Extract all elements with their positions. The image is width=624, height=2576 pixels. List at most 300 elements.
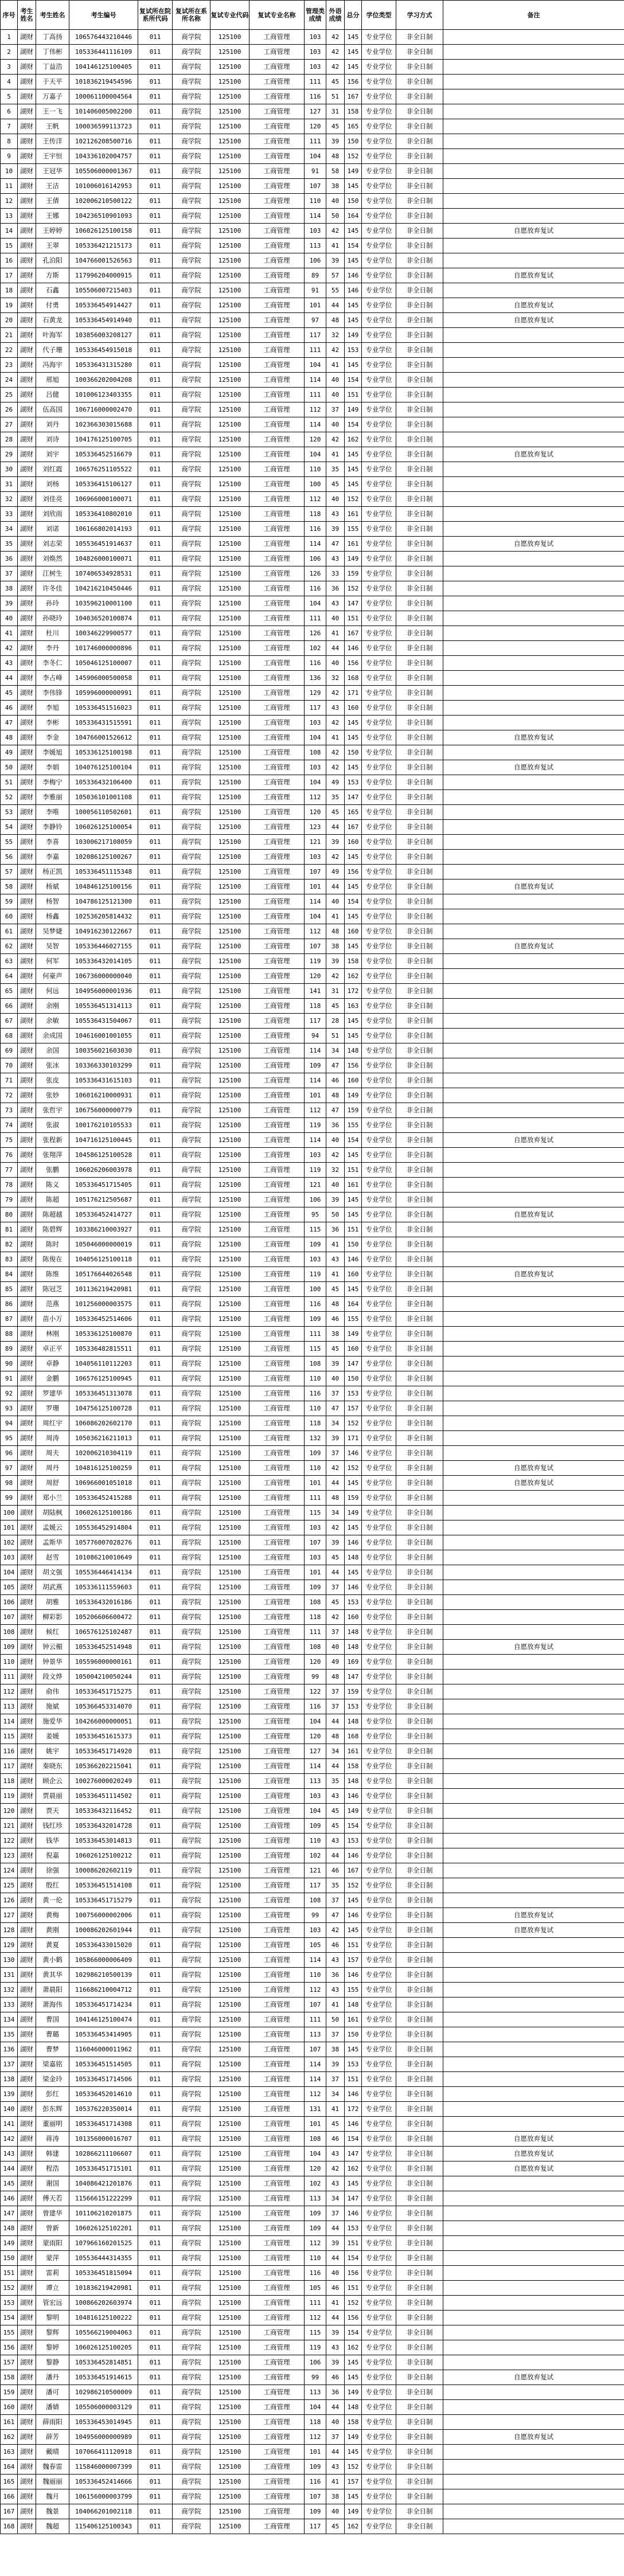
- lang-score-cell: 43: [326, 1953, 345, 1968]
- table-row: [1, 1014, 624, 1029]
- degree-cell: 专业学位: [362, 1998, 396, 2012]
- remark-cell: [443, 1968, 624, 1983]
- seq-cell: 129: [1, 1938, 18, 1953]
- name-cell: 刘诺: [36, 522, 69, 537]
- mode-cell: 非全日制: [396, 2296, 443, 2311]
- mode-cell: 非全日制: [396, 2132, 443, 2147]
- degree-cell: 专业学位: [362, 1729, 396, 1744]
- major-code-cell: 125100: [210, 730, 249, 745]
- candidate-id-cell: 104146125100405: [69, 60, 138, 75]
- dept-code-cell: 011: [138, 2504, 173, 2519]
- mode-cell: 非全日制: [396, 2057, 443, 2072]
- major-name-cell: 工商管理: [249, 2445, 305, 2460]
- major-name-cell: 工商管理: [249, 2057, 305, 2072]
- name-cell: 贾天: [36, 1804, 69, 1819]
- name-cell: 张鹏: [36, 1163, 69, 1178]
- name-cell: 傅天若: [36, 2191, 69, 2206]
- school-cell: 湖财: [18, 1029, 36, 1043]
- table-row: [1, 2117, 624, 2132]
- candidate-id-cell: 102006210500122: [69, 194, 138, 209]
- mode-cell: 非全日制: [396, 1848, 443, 1863]
- candidate-id-cell: 104336102004757: [69, 149, 138, 164]
- school-cell: 湖财: [18, 716, 36, 730]
- major-name-cell: 工商管理: [249, 462, 305, 477]
- name-cell: 谭立: [36, 2281, 69, 2296]
- lang-score-cell: 39: [326, 1431, 345, 1446]
- degree-cell: 专业学位: [362, 2400, 396, 2415]
- mode-cell: 非全日制: [396, 268, 443, 283]
- major-name-cell: 工商管理: [249, 402, 305, 417]
- major-code-cell: 125100: [210, 1297, 249, 1312]
- school-cell: 湖财: [18, 2221, 36, 2236]
- dept-code-cell: 011: [138, 686, 173, 701]
- major-code-cell: 125100: [210, 1729, 249, 1744]
- remark-cell: [443, 1103, 624, 1118]
- table-row: [1, 2281, 624, 2296]
- dept-code-cell: 011: [138, 328, 173, 343]
- mode-cell: 非全日制: [396, 1431, 443, 1446]
- school-cell: 湖财: [18, 581, 36, 596]
- major-name-cell: 工商管理: [249, 1431, 305, 1446]
- name-cell: 李喜: [36, 835, 69, 850]
- candidate-id-cell: 106576125102487: [69, 1625, 138, 1640]
- remark-cell: [443, 1670, 624, 1684]
- seq-cell: 126: [1, 1893, 18, 1908]
- dept-code-cell: 011: [138, 1207, 173, 1222]
- candidate-id-cell: 106026125100158: [69, 224, 138, 239]
- mode-cell: 非全日制: [396, 1670, 443, 1684]
- candidate-id-cell: 105336451714234: [69, 1998, 138, 2012]
- dept-code-cell: 011: [138, 1893, 173, 1908]
- degree-cell: 专业学位: [362, 1267, 396, 1282]
- mgmt-score-cell: 91: [305, 164, 326, 179]
- school-cell: 湖财: [18, 75, 36, 89]
- school-cell: 湖财: [18, 2251, 36, 2266]
- mode-cell: 非全日制: [396, 969, 443, 984]
- degree-cell: 专业学位: [362, 1699, 396, 1714]
- mgmt-score-cell: 104: [305, 1714, 326, 1729]
- candidate-id-cell: 105336421215173: [69, 239, 138, 253]
- major-name-cell: 工商管理: [249, 1386, 305, 1401]
- dept-name-cell: 商学院: [173, 224, 210, 239]
- table-row: [1, 432, 624, 447]
- mode-cell: 非全日制: [396, 984, 443, 999]
- school-cell: 湖财: [18, 60, 36, 75]
- lang-score-cell: 41: [326, 626, 345, 641]
- total-cell: 151: [345, 1163, 362, 1178]
- lang-score-cell: 41: [326, 358, 345, 373]
- remark-cell: [443, 1282, 624, 1297]
- major-code-cell: 125100: [210, 358, 249, 373]
- school-cell: 湖财: [18, 686, 36, 701]
- total-cell: 146: [345, 1789, 362, 1804]
- mgmt-score-cell: 121: [305, 1178, 326, 1193]
- lang-score-cell: 43: [326, 596, 345, 611]
- dept-name-cell: 商学院: [173, 104, 210, 119]
- dept-code-cell: 011: [138, 2117, 173, 2132]
- major-code-cell: 125100: [210, 328, 249, 343]
- candidate-id-cell: 107966160201525: [69, 2236, 138, 2251]
- mode-cell: 非全日制: [396, 2236, 443, 2251]
- major-name-cell: 工商管理: [249, 1595, 305, 1610]
- dept-name-cell: 商学院: [173, 1908, 210, 1923]
- school-cell: 湖财: [18, 1789, 36, 1804]
- remark-cell: [443, 1953, 624, 1968]
- seq-cell: 141: [1, 2117, 18, 2132]
- lang-score-cell: 38: [326, 179, 345, 194]
- candidate-id-cell: 105536452914804: [69, 1520, 138, 1535]
- major-code-cell: 125100: [210, 179, 249, 194]
- major-name-cell: 工商管理: [249, 865, 305, 879]
- school-cell: 湖财: [18, 1103, 36, 1118]
- total-cell: 145: [345, 477, 362, 492]
- name-cell: 吕健: [36, 388, 69, 402]
- name-cell: 刘宇: [36, 447, 69, 462]
- name-cell: 陈超越: [36, 1207, 69, 1222]
- mgmt-score-cell: 120: [305, 119, 326, 134]
- mgmt-score-cell: 114: [305, 417, 326, 432]
- degree-cell: 专业学位: [362, 1565, 396, 1580]
- major-code-cell: 125100: [210, 2400, 249, 2415]
- major-name-cell: 工商管理: [249, 1029, 305, 1043]
- name-cell: 黄一伦: [36, 1893, 69, 1908]
- major-name-cell: 工商管理: [249, 2311, 305, 2325]
- table-row: [1, 1714, 624, 1729]
- mode-cell: 非全日制: [396, 1386, 443, 1401]
- dept-name-cell: 商学院: [173, 507, 210, 522]
- remark-cell: [443, 1401, 624, 1416]
- major-name-cell: 工商管理: [249, 45, 305, 60]
- name-cell: 戴晴: [36, 2445, 69, 2460]
- mgmt-score-cell: 110: [305, 1401, 326, 1416]
- major-code-cell: 125100: [210, 1207, 249, 1222]
- lang-score-cell: 45: [326, 75, 345, 89]
- mgmt-score-cell: 118: [305, 2415, 326, 2430]
- remark-cell: [443, 2489, 624, 2504]
- dept-code-cell: 011: [138, 1789, 173, 1804]
- degree-cell: 专业学位: [362, 2504, 396, 2519]
- candidate-id-cell: 105336125100198: [69, 745, 138, 760]
- school-cell: 湖财: [18, 835, 36, 850]
- name-cell: 黄夏: [36, 1938, 69, 1953]
- candidate-id-cell: 102366303015688: [69, 417, 138, 432]
- candidate-id-cell: 104956000001936: [69, 984, 138, 999]
- dept-name-cell: 商学院: [173, 2206, 210, 2221]
- total-cell: 157: [345, 2475, 362, 2489]
- school-cell: 湖财: [18, 1834, 36, 1848]
- degree-cell: 专业学位: [362, 30, 396, 45]
- table-row: [1, 1446, 624, 1461]
- major-code-cell: 125100: [210, 1640, 249, 1655]
- total-cell: 149: [345, 1327, 362, 1342]
- mgmt-score-cell: 104: [305, 1804, 326, 1819]
- major-name-cell: 工商管理: [249, 820, 305, 835]
- degree-cell: 专业学位: [362, 1804, 396, 1819]
- mode-cell: 非全日制: [396, 2266, 443, 2281]
- remark-cell: [443, 701, 624, 716]
- degree-cell: 专业学位: [362, 2236, 396, 2251]
- remark-cell: [443, 2385, 624, 2400]
- mgmt-score-cell: 106: [305, 1193, 326, 1207]
- total-cell: 151: [345, 1938, 362, 1953]
- table-row: [1, 1953, 624, 1968]
- name-cell: 彭东辉: [36, 2102, 69, 2117]
- degree-cell: 专业学位: [362, 194, 396, 209]
- major-code-cell: 125100: [210, 2042, 249, 2057]
- lang-score-cell: 39: [326, 253, 345, 268]
- candidate-id-cell: 100061100004564: [69, 89, 138, 104]
- seq-cell: 66: [1, 999, 18, 1014]
- degree-cell: 专业学位: [362, 1357, 396, 1371]
- candidate-id-cell: 117996204000915: [69, 268, 138, 283]
- major-code-cell: 125100: [210, 999, 249, 1014]
- major-name-cell: 工商管理: [249, 1535, 305, 1550]
- mgmt-score-cell: 89: [305, 268, 326, 283]
- name-cell: 刘佳亮: [36, 492, 69, 507]
- mgmt-score-cell: 116: [305, 2266, 326, 2281]
- mode-cell: 非全日制: [396, 552, 443, 566]
- major-code-cell: 125100: [210, 149, 249, 164]
- remark-cell: [443, 1043, 624, 1058]
- lang-score-cell: 40: [326, 611, 345, 626]
- school-cell: 湖财: [18, 1342, 36, 1357]
- degree-cell: 专业学位: [362, 566, 396, 581]
- dept-name-cell: 商学院: [173, 89, 210, 104]
- name-cell: 胡武燕: [36, 1580, 69, 1595]
- major-code-cell: 125100: [210, 1446, 249, 1461]
- school-cell: 湖财: [18, 194, 36, 209]
- dept-name-cell: 商学院: [173, 894, 210, 909]
- name-cell: 刘杨: [36, 477, 69, 492]
- dept-name-cell: 商学院: [173, 462, 210, 477]
- degree-cell: 专业学位: [362, 60, 396, 75]
- dept-code-cell: 011: [138, 894, 173, 909]
- name-cell: 陈超: [36, 1193, 69, 1207]
- total-cell: 149: [345, 1804, 362, 1819]
- major-name-cell: 工商管理: [249, 2266, 305, 2281]
- mode-cell: 非全日制: [396, 1774, 443, 1789]
- lang-score-cell: 42: [326, 716, 345, 730]
- major-code-cell: 125100: [210, 75, 249, 89]
- dept-name-cell: 商学院: [173, 835, 210, 850]
- dept-name-cell: 商学院: [173, 1759, 210, 1774]
- major-code-cell: 125100: [210, 2311, 249, 2325]
- total-cell: 145: [345, 1014, 362, 1029]
- total-cell: 155: [345, 1983, 362, 1998]
- degree-cell: 专业学位: [362, 1178, 396, 1193]
- table-row: [1, 328, 624, 343]
- degree-cell: 专业学位: [362, 373, 396, 388]
- dept-code-cell: 011: [138, 224, 173, 239]
- seq-cell: 113: [1, 1699, 18, 1714]
- mode-cell: 非全日制: [396, 1923, 443, 1938]
- school-cell: 湖财: [18, 1655, 36, 1670]
- name-cell: 梁嘉铭: [36, 2057, 69, 2072]
- total-cell: 145: [345, 358, 362, 373]
- major-name-cell: 工商管理: [249, 2370, 305, 2385]
- name-cell: 刘诗: [36, 432, 69, 447]
- major-code-cell: 125100: [210, 1968, 249, 1983]
- dept-name-cell: 商学院: [173, 1178, 210, 1193]
- dept-name-cell: 商学院: [173, 1342, 210, 1357]
- total-cell: 153: [345, 2057, 362, 2072]
- dept-name-cell: 商学院: [173, 641, 210, 656]
- lang-score-cell: 44: [326, 2311, 345, 2325]
- table-row: [1, 239, 624, 253]
- table-row: [1, 417, 624, 432]
- mode-cell: 非全日制: [396, 149, 443, 164]
- mgmt-score-cell: 109: [305, 2221, 326, 2236]
- mode-cell: 非全日制: [396, 2504, 443, 2519]
- total-cell: 156: [345, 1058, 362, 1073]
- lang-score-cell: 41: [326, 909, 345, 924]
- seq-cell: 91: [1, 1371, 18, 1386]
- name-cell: 张皮: [36, 1073, 69, 1088]
- remark-cell: [443, 1759, 624, 1774]
- total-cell: 148: [345, 1998, 362, 2012]
- mgmt-score-cell: 103: [305, 30, 326, 45]
- major-code-cell: 125100: [210, 209, 249, 224]
- total-cell: 150: [345, 2027, 362, 2042]
- seq-cell: 83: [1, 1252, 18, 1267]
- mgmt-score-cell: 111: [305, 1491, 326, 1506]
- total-cell: 152: [345, 1461, 362, 1476]
- total-cell: 154: [345, 2325, 362, 2340]
- name-cell: 周舒: [36, 1476, 69, 1491]
- dept-name-cell: 商学院: [173, 239, 210, 253]
- major-name-cell: 工商管理: [249, 1834, 305, 1848]
- school-cell: 湖财: [18, 1178, 36, 1193]
- candidate-id-cell: 106966000100071: [69, 492, 138, 507]
- major-code-cell: 125100: [210, 2370, 249, 2385]
- dept-code-cell: 011: [138, 1163, 173, 1178]
- table-row: [1, 552, 624, 566]
- candidate-id-cell: 105536446414134: [69, 1565, 138, 1580]
- candidate-id-cell: 116686210004712: [69, 1983, 138, 1998]
- dept-code-cell: 011: [138, 2415, 173, 2430]
- table-row: [1, 2385, 624, 2400]
- dept-name-cell: 商学院: [173, 1983, 210, 1998]
- dept-name-cell: 商学院: [173, 760, 210, 775]
- lang-score-cell: 47: [326, 537, 345, 552]
- remark-cell: [443, 1938, 624, 1953]
- dept-name-cell: 商学院: [173, 2504, 210, 2519]
- remark-cell: [443, 924, 624, 939]
- lang-score-cell: 40: [326, 373, 345, 388]
- name-cell: 彭红: [36, 2087, 69, 2102]
- degree-cell: 专业学位: [362, 75, 396, 89]
- major-code-cell: 125100: [210, 134, 249, 149]
- mode-cell: 非全日制: [396, 1312, 443, 1327]
- mode-cell: 非全日制: [396, 1520, 443, 1535]
- dept-code-cell: 011: [138, 194, 173, 209]
- total-cell: 169: [345, 1655, 362, 1670]
- dept-name-cell: 商学院: [173, 1431, 210, 1446]
- major-name-cell: 工商管理: [249, 2102, 305, 2117]
- candidate-id-cell: 105336451714506: [69, 2072, 138, 2087]
- candidate-id-cell: 101006016142953: [69, 179, 138, 194]
- remark-cell: [443, 835, 624, 850]
- remark-cell: [443, 2057, 624, 2072]
- total-cell: 145: [345, 1520, 362, 1535]
- major-code-cell: 125100: [210, 507, 249, 522]
- major-name-cell: 工商管理: [249, 1908, 305, 1923]
- lang-score-cell: 40: [326, 417, 345, 432]
- dept-code-cell: 011: [138, 716, 173, 730]
- degree-cell: 专业学位: [362, 45, 396, 60]
- seq-cell: 106: [1, 1595, 18, 1610]
- major-code-cell: 125100: [210, 2191, 249, 2206]
- dept-name-cell: 商学院: [173, 2191, 210, 2206]
- remark-cell: [443, 2176, 624, 2191]
- mode-cell: 非全日制: [396, 2206, 443, 2221]
- major-code-cell: 125100: [210, 2355, 249, 2370]
- school-cell: 湖财: [18, 328, 36, 343]
- dept-code-cell: 011: [138, 909, 173, 924]
- mode-cell: 非全日制: [396, 1938, 443, 1953]
- dept-code-cell: 011: [138, 626, 173, 641]
- dept-name-cell: 商学院: [173, 537, 210, 552]
- mode-cell: 非全日制: [396, 581, 443, 596]
- table-row: [1, 626, 624, 641]
- dept-code-cell: 011: [138, 1506, 173, 1520]
- name-cell: 石鑫: [36, 283, 69, 298]
- candidate-id-cell: 105336452514606: [69, 1312, 138, 1327]
- mgmt-score-cell: 103: [305, 224, 326, 239]
- remark-cell: [443, 1327, 624, 1342]
- lang-score-cell: 31: [326, 104, 345, 119]
- major-code-cell: 125100: [210, 1804, 249, 1819]
- candidate-id-cell: 105336432014728: [69, 1819, 138, 1834]
- name-cell: 刘志荣: [36, 537, 69, 552]
- candidate-id-cell: 106026125100186: [69, 1506, 138, 1520]
- table-row: [1, 1148, 624, 1163]
- degree-cell: 专业学位: [362, 2460, 396, 2475]
- remark-cell: [443, 2117, 624, 2132]
- mode-cell: 非全日制: [396, 1580, 443, 1595]
- candidate-id-cell: 116046000011962: [69, 2042, 138, 2057]
- total-cell: 149: [345, 164, 362, 179]
- mgmt-score-cell: 108: [305, 2132, 326, 2147]
- remark-cell: [443, 462, 624, 477]
- seq-cell: 157: [1, 2355, 18, 2370]
- major-name-cell: 工商管理: [249, 537, 305, 552]
- total-cell: 145: [345, 939, 362, 954]
- dept-code-cell: 011: [138, 1610, 173, 1625]
- header-col-major-name: 复试专业名称: [249, 1, 305, 30]
- mgmt-score-cell: 91: [305, 283, 326, 298]
- seq-cell: 39: [1, 596, 18, 611]
- total-cell: 162: [345, 2519, 362, 2534]
- table-row: [1, 447, 624, 462]
- school-cell: 湖财: [18, 2072, 36, 2087]
- name-cell: 叶海军: [36, 328, 69, 343]
- mode-cell: 非全日制: [396, 253, 443, 268]
- mode-cell: 非全日制: [396, 2311, 443, 2325]
- table-row: [1, 2460, 624, 2475]
- candidate-id-cell: 106086202602170: [69, 1416, 138, 1431]
- remark-cell: [443, 716, 624, 730]
- lang-score-cell: 44: [326, 2400, 345, 2415]
- remark-cell: 自愿放弃复试: [443, 2132, 624, 2147]
- mode-cell: 非全日制: [396, 865, 443, 879]
- total-cell: 145: [345, 1476, 362, 1491]
- dept-name-cell: 商学院: [173, 2489, 210, 2504]
- mode-cell: 非全日制: [396, 909, 443, 924]
- major-code-cell: 125100: [210, 626, 249, 641]
- dept-name-cell: 商学院: [173, 775, 210, 790]
- dept-code-cell: 011: [138, 1863, 173, 1878]
